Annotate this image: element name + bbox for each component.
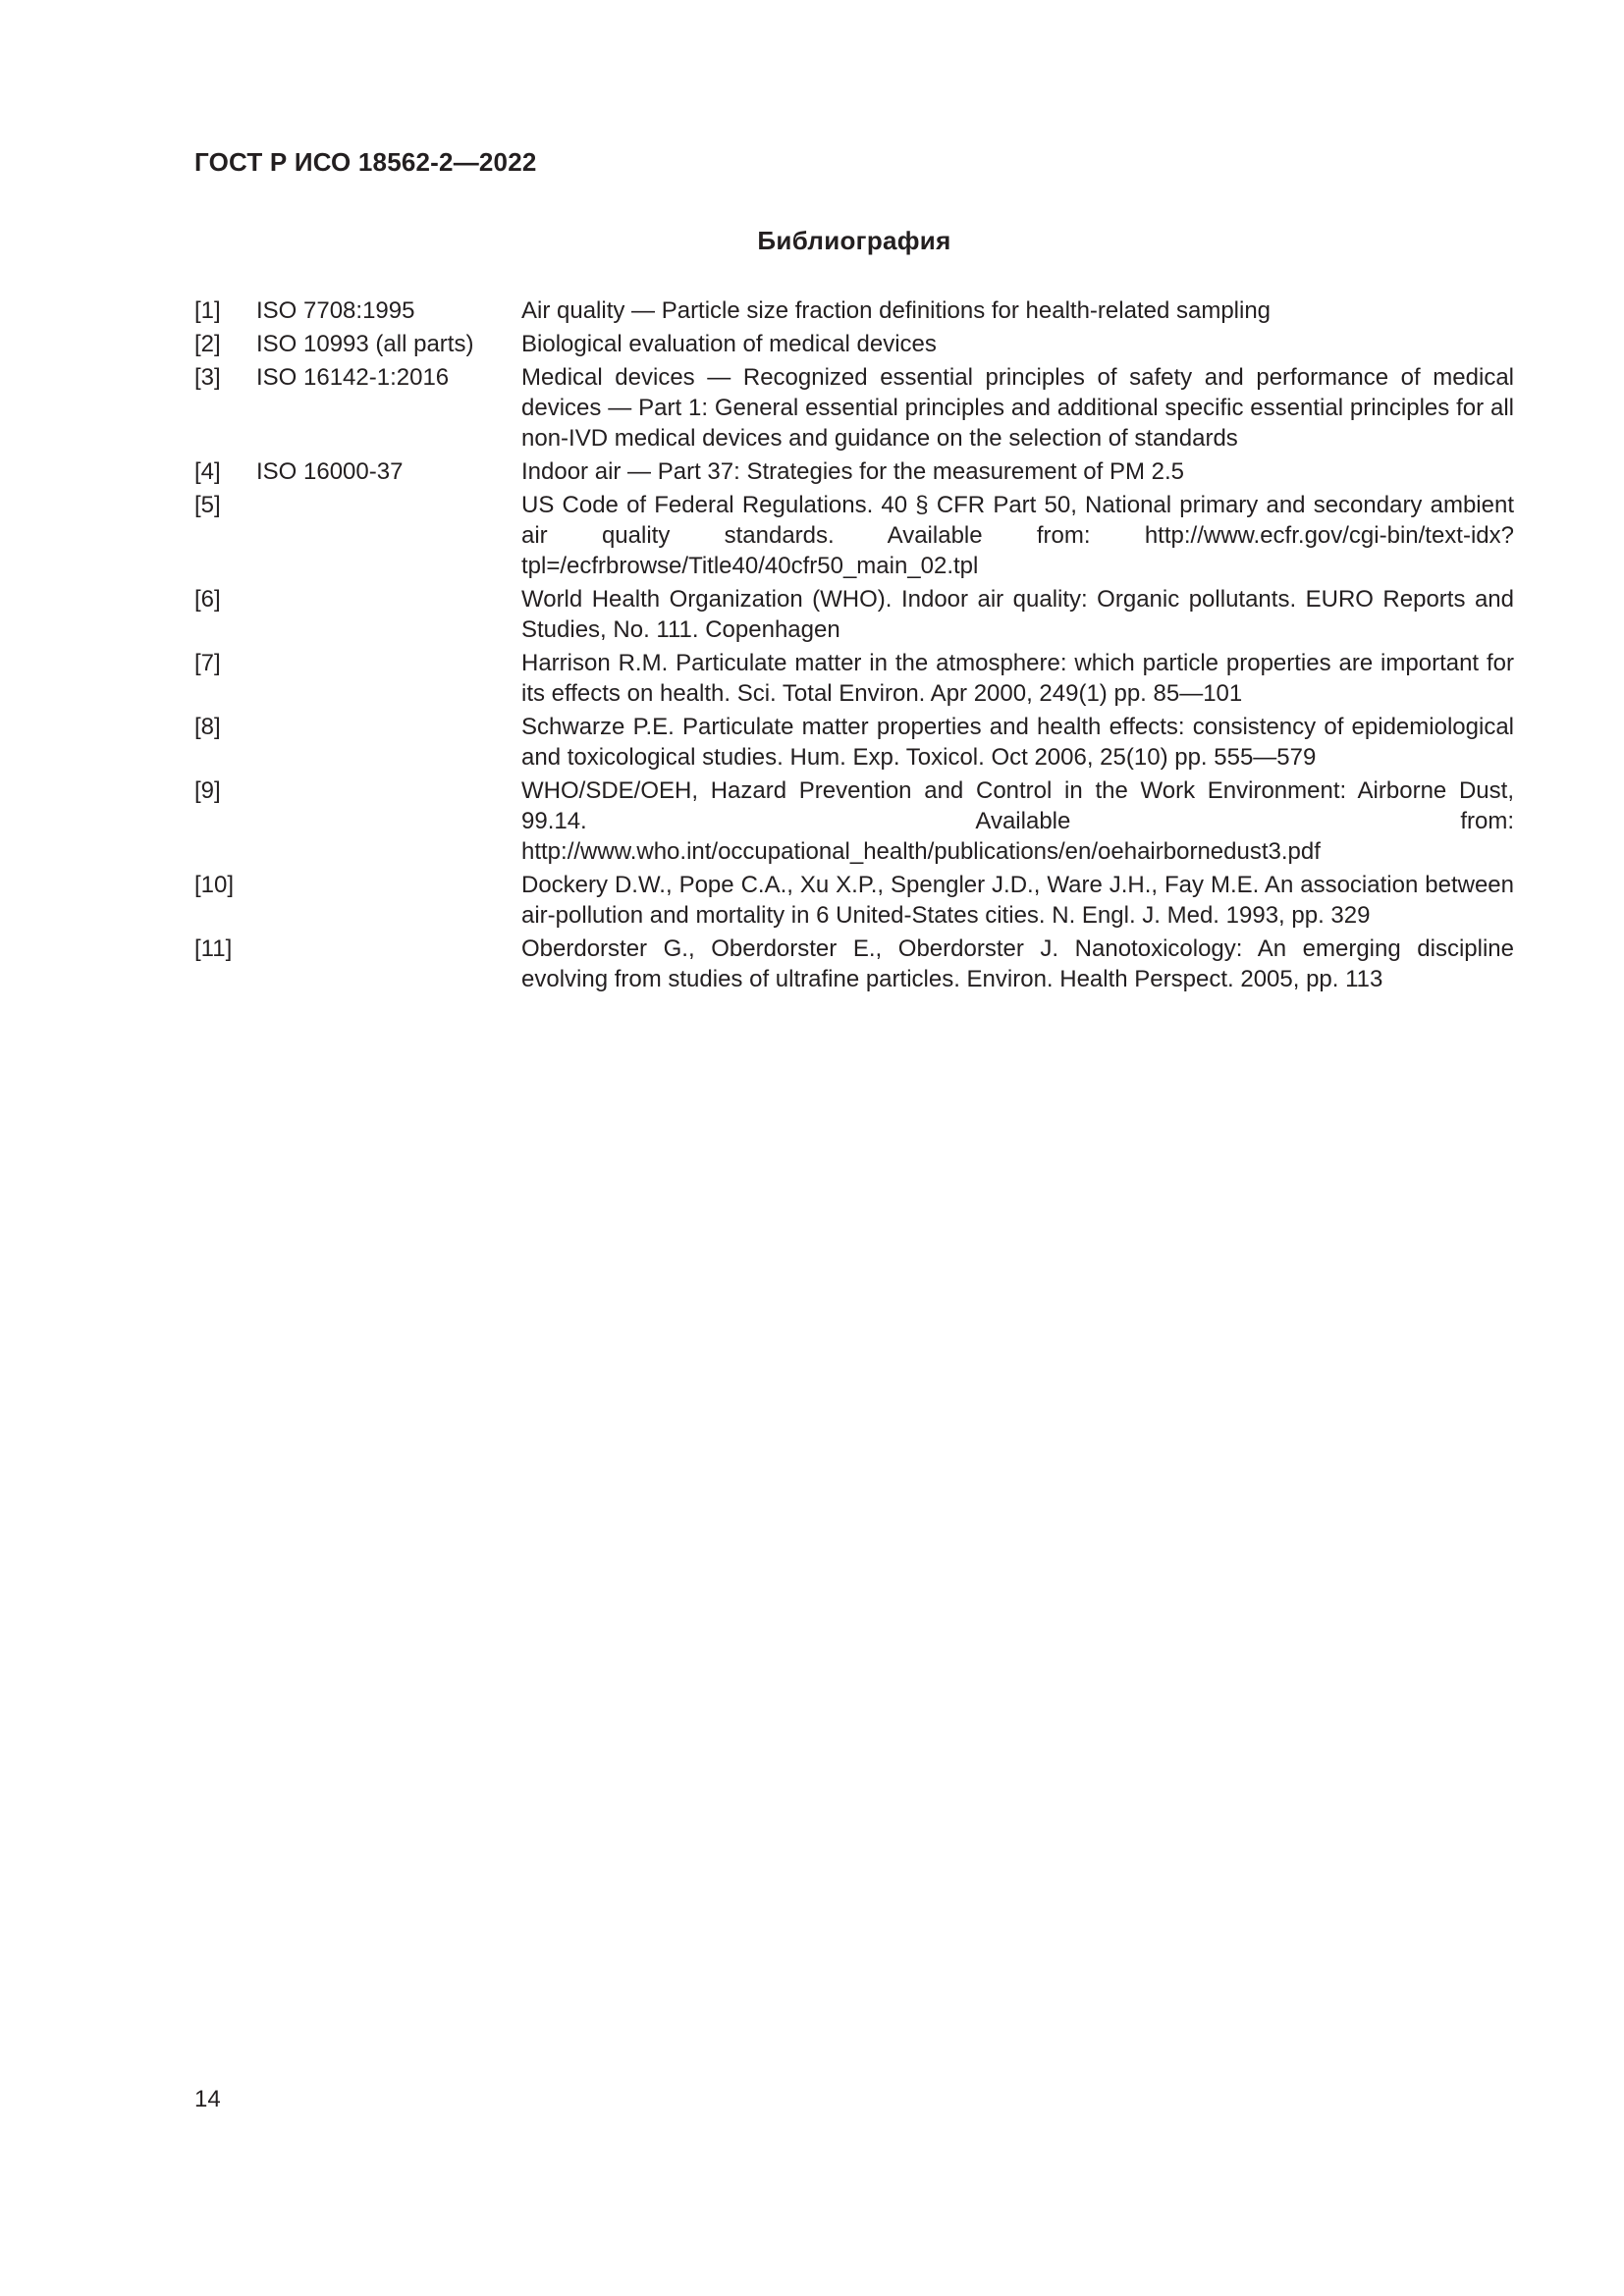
entry-text: Schwarze P.E. Particulate matter properties and health effects: consistency of epidemiological and toxicological studies. Hum. Exp. Toxicol. Oct 2006, 25(10) pp. 555—579 — [521, 714, 1514, 771]
entry-number: [1] — [194, 297, 221, 324]
entry-number: [2] — [194, 331, 221, 357]
entry-number: [8] — [194, 714, 221, 740]
bibliography-entry — [194, 712, 1514, 775]
entry-code: ISO 10993 (all parts) — [256, 331, 474, 357]
entry-text: Biological evaluation of medical devices — [521, 331, 937, 357]
entry-text: Indoor air — Part 37: Strategies for the measurement of PM 2.5 — [521, 458, 1184, 485]
entry-text: Dockery D.W., Pope C.A., Xu X.P., Spengler J.D., Ware J.H., Fay M.E. An association between air-pollution and mortality in 6 United-States cities. N. Engl. J. Med. 1993, pp. 329 — [521, 872, 1514, 929]
page-number: 14 — [194, 2086, 221, 2112]
entry-text: Medical devices — Recognized essential principles of safety and performance of medical devices — Part 1: General essential principles and additional specific essential principles for all non-IVD medical devices and guidance on the selection of standards — [521, 364, 1514, 452]
entry-code: ISO 16000-37 — [256, 458, 404, 485]
entry-number: [11] — [194, 935, 233, 962]
bibliography-entry — [194, 295, 1514, 329]
bibliography-entry — [194, 490, 1514, 584]
document-code: ГОСТ Р ИСО 18562-2—2022 — [194, 147, 537, 177]
entry-code — [256, 648, 521, 712]
section-title: Библиография — [757, 226, 951, 255]
entry-text: Oberdorster G., Oberdorster E., Oberdorster J. Nanotoxicology: An emerging discipline evolving from studies of ultrafine particles. Environ. Health Perspect. 2005, pp. 113 — [521, 935, 1514, 992]
entry-code — [256, 870, 521, 934]
entry-number: [7] — [194, 650, 221, 676]
entry-number: [10] — [194, 872, 235, 898]
entry-code — [256, 584, 521, 648]
entry-text: WHO/SDE/OEH, Hazard Prevention and Control in the Work Environment: Airborne Dust, 99.14. Available from: http://www.who.int/occupational_health/publications/en/oehairbornedust3.pdf — [521, 777, 1514, 865]
entry-number: [5] — [194, 492, 221, 518]
entry-text: World Health Organization (WHO). Indoor air quality: Organic pollutants. EURO Reports and Studies, No. 111. Copenhagen — [521, 586, 1514, 643]
entry-text: US Code of Federal Regulations. 40 § CFR Part 50, National primary and secondary ambient air quality standards. Available from: http://www.ecfr.gov/cgi-bin/text-idx?tpl=/ecfrbrowse/Title40/40cfr50_main_02.tpl — [521, 492, 1514, 579]
entry-code — [256, 934, 521, 997]
bibliography-entry — [194, 870, 1514, 934]
bibliography-entry — [194, 456, 1514, 490]
entry-code — [256, 712, 521, 775]
entry-code — [256, 775, 521, 870]
bibliography-entry — [194, 329, 1514, 362]
bibliography-entry — [194, 362, 1514, 456]
bibliography-table — [194, 295, 1514, 997]
entry-text: Harrison R.M. Particulate matter in the atmosphere: which particle properties are important for its effects on health. Sci. Total Environ. Apr 2000, 249(1) pp. 85—101 — [521, 650, 1514, 707]
bibliography-entry — [194, 775, 1514, 870]
bibliography-entry — [194, 934, 1514, 997]
entry-code: ISO 16142-1:2016 — [256, 364, 450, 391]
entry-code: ISO 7708:1995 — [256, 297, 415, 324]
entry-number: [6] — [194, 586, 221, 613]
entry-number: [3] — [194, 364, 221, 391]
bibliography-entry — [194, 648, 1514, 712]
entry-code — [256, 490, 521, 584]
entry-number: [9] — [194, 777, 221, 804]
entry-text: Air quality — Particle size fraction definitions for health-related sampling — [521, 297, 1272, 324]
entry-number: [4] — [194, 458, 221, 485]
bibliography-entry — [194, 584, 1514, 648]
